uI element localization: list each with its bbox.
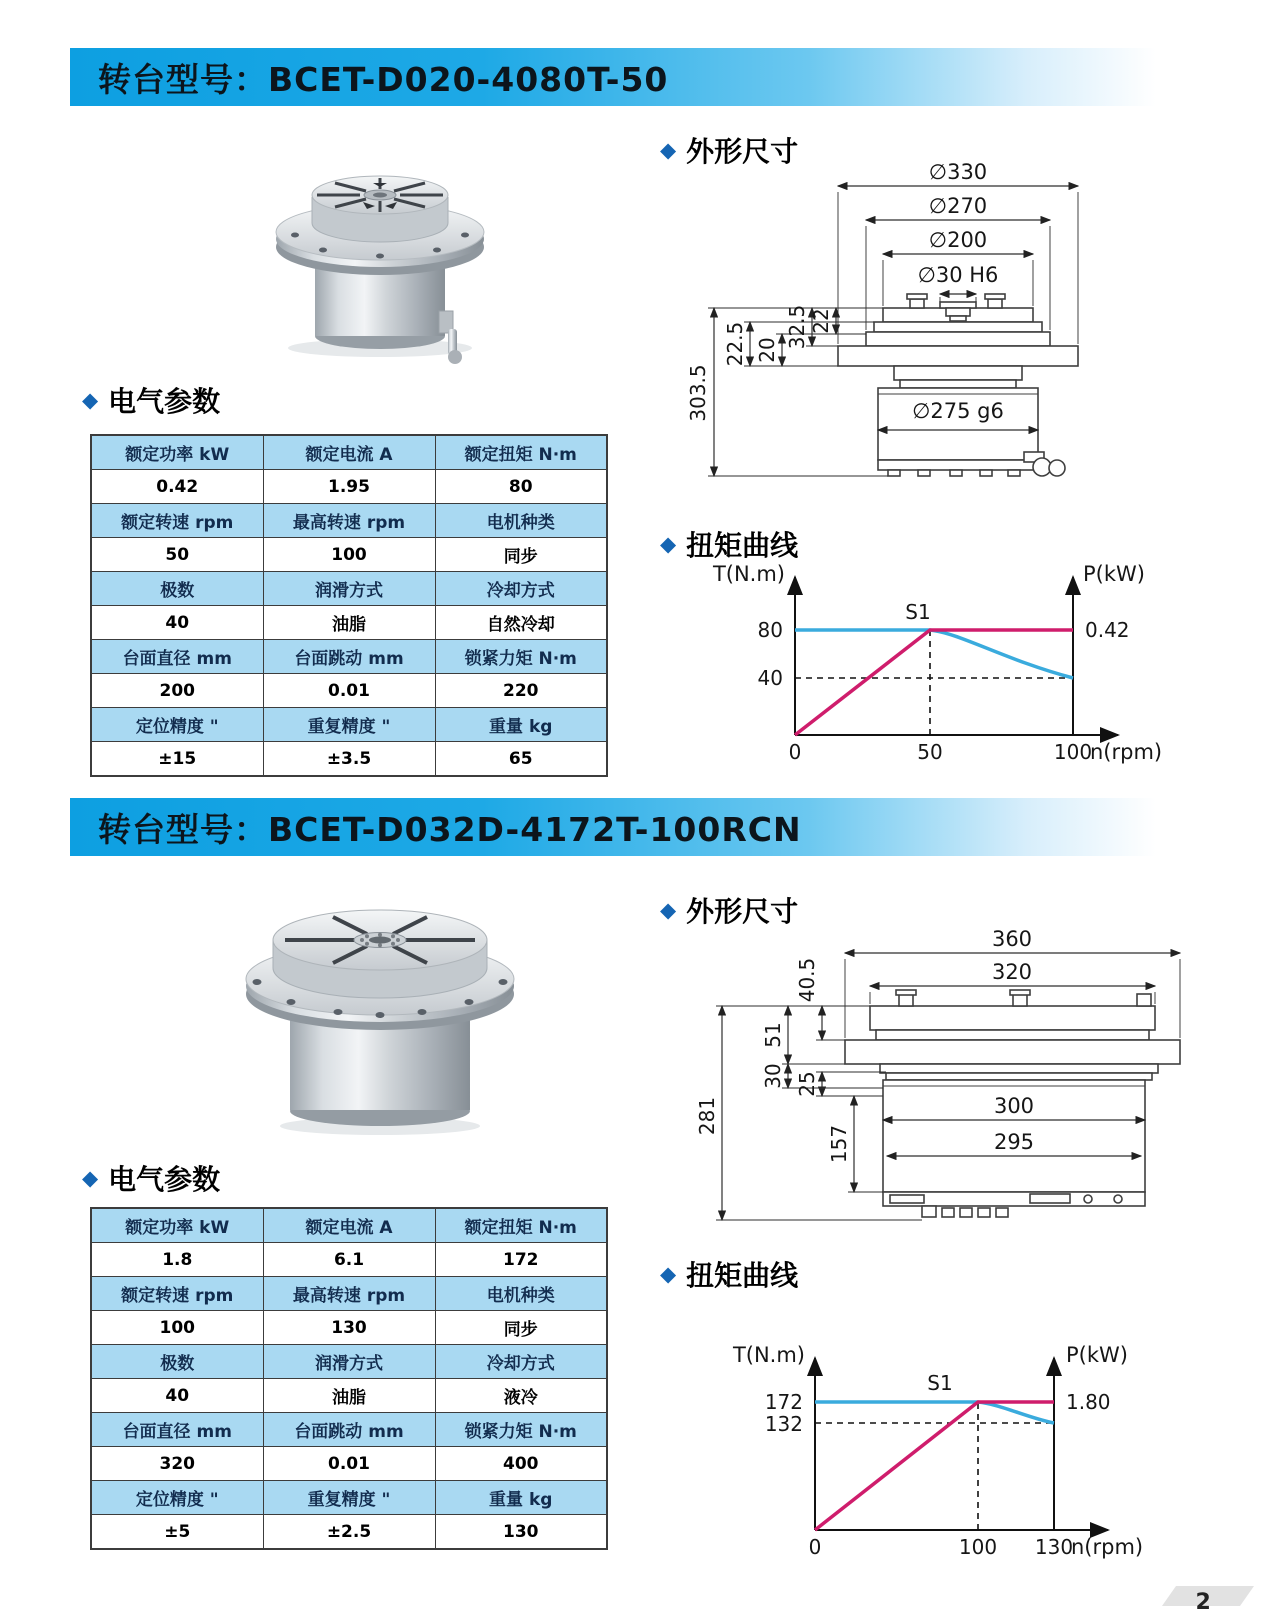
header-cell: 定位精度 " [91, 1481, 263, 1515]
x-tick-130: 130 [1034, 1535, 1074, 1559]
value-cell: 65 [435, 742, 607, 777]
outline-view-1 [838, 294, 1078, 476]
value-cell: ±5 [91, 1515, 263, 1550]
value-cell: 同步 [435, 1311, 607, 1345]
model-prefix-2: 转台型号： [98, 809, 268, 849]
header-cell: 额定扭矩 N·m [435, 1208, 607, 1243]
table-row [91, 572, 607, 606]
product-photo-1 [215, 135, 545, 375]
chart-guides-1 [795, 630, 1073, 735]
table-row [91, 1515, 607, 1550]
dim-label-30: 30 [761, 1063, 785, 1089]
dimension-drawing-1 [686, 158, 1216, 494]
table-row [91, 1311, 607, 1345]
table-row [91, 1379, 607, 1413]
header-cell: 额定电流 A [263, 1208, 435, 1243]
header-cell: 润滑方式 [263, 1345, 435, 1379]
table-row [91, 1413, 607, 1447]
header-cell: 重量 kg [435, 1481, 607, 1515]
diamond-icon: ◆ [660, 137, 677, 162]
value-cell: 320 [91, 1447, 263, 1481]
dim-label-295: 295 [993, 1130, 1035, 1154]
dim-label-22: 22 [809, 308, 833, 334]
value-cell: 0.01 [263, 1447, 435, 1481]
s1-annotation: S1 [905, 600, 931, 624]
torque-chart-2 [650, 1272, 1210, 1572]
value-cell: 130 [263, 1311, 435, 1345]
torque-chart-1 [650, 545, 1210, 780]
section-title-electrical-1 [82, 380, 220, 420]
value-cell: 50 [91, 538, 263, 572]
power-series-line [815, 1402, 1054, 1530]
header-cell: 最高转速 rpm [263, 1277, 435, 1311]
x-tick-0: 0 [808, 1535, 822, 1559]
section-title-label: 外形尺寸 [686, 135, 799, 168]
table-row [91, 435, 607, 470]
model-header-bar-2 [70, 798, 1156, 856]
left-tick-132: 132 [764, 1412, 803, 1436]
header-cell: 额定电流 A [263, 435, 435, 470]
dim-label-320: 320 [991, 960, 1033, 984]
dim-label-dia275: ∅275 g6 [912, 399, 1004, 423]
right-axis-label: P(kW) [1083, 562, 1145, 586]
header-cell: 极数 [91, 572, 263, 606]
dim-label-dia200: ∅200 [928, 228, 988, 252]
value-cell: 6.1 [263, 1243, 435, 1277]
dim-label-51: 51 [761, 1022, 785, 1048]
right-axis-label: P(kW) [1066, 1343, 1128, 1367]
header-cell: 最高转速 rpm [263, 504, 435, 538]
value-cell: 40 [91, 606, 263, 640]
value-cell: 220 [435, 674, 607, 708]
x-tick-50: 50 [917, 740, 943, 764]
diamond-icon: ◆ [660, 897, 677, 922]
dim-label-22-5: 22.5 [723, 321, 747, 367]
section-title-label: 外形尺寸 [686, 895, 799, 928]
header-cell: 润滑方式 [263, 572, 435, 606]
s1-annotation: S1 [927, 1371, 953, 1395]
value-cell: 100 [263, 538, 435, 572]
table-row [91, 1277, 607, 1311]
left-tick-172: 172 [764, 1390, 803, 1414]
value-cell: 130 [435, 1515, 607, 1550]
table-row [91, 606, 607, 640]
table-row [91, 640, 607, 674]
header-cell: 重复精度 " [263, 1481, 435, 1515]
diamond-icon: ◆ [82, 387, 99, 412]
value-cell: 172 [435, 1243, 607, 1277]
value-cell: 自然冷却 [435, 606, 607, 640]
model-prefix-1: 转台型号： [98, 59, 268, 99]
model-number-1: BCET-D020-4080T-50 [268, 59, 669, 99]
value-cell: 100 [91, 1311, 263, 1345]
torque-series-line [795, 630, 1073, 678]
dim-label-32-5: 32.5 [785, 304, 809, 350]
header-cell: 台面跳动 mm [263, 640, 435, 674]
header-cell: 重复精度 " [263, 708, 435, 742]
diamond-icon: ◆ [82, 1165, 99, 1190]
value-cell: 1.8 [91, 1243, 263, 1277]
table-row [91, 1447, 607, 1481]
table-row [91, 674, 607, 708]
product-photo-2 [195, 868, 565, 1153]
electrical-parameters-table-1 [90, 434, 608, 777]
chart-labels-1 [712, 562, 1162, 764]
header-cell: 定位精度 " [91, 708, 263, 742]
section-title-label: 扭矩曲线 [686, 529, 799, 562]
chart-guides-2 [815, 1402, 1054, 1530]
left-tick-40: 40 [757, 666, 783, 690]
header-cell: 冷却方式 [435, 1345, 607, 1379]
value-cell: 0.01 [263, 674, 435, 708]
dimension-drawing-2 [690, 928, 1215, 1248]
value-cell: 80 [435, 470, 607, 504]
right-tick-180: 1.80 [1066, 1390, 1111, 1414]
power-series-line [795, 630, 1073, 735]
value-cell: 油脂 [263, 1379, 435, 1413]
value-cell: 0.42 [91, 470, 263, 504]
model-title-1 [98, 54, 668, 101]
model-number-2: BCET-D032D-4172T-100RCN [268, 809, 802, 849]
header-cell: 额定功率 kW [91, 435, 263, 470]
section-title-label: 电气参数 [108, 1163, 221, 1196]
rotary-table-illustration-1 [276, 176, 484, 364]
table-row [91, 470, 607, 504]
torque-series-line [815, 1402, 1054, 1423]
diamond-icon: ◆ [660, 531, 677, 556]
table-row [91, 504, 607, 538]
header-cell: 额定扭矩 N·m [435, 435, 607, 470]
header-cell: 重量 kg [435, 708, 607, 742]
header-cell: 额定功率 kW [91, 1208, 263, 1243]
dim-label-20: 20 [755, 337, 779, 363]
dim-label-360: 360 [991, 927, 1033, 951]
left-axis-label: T(N.m) [732, 1343, 805, 1367]
value-cell: ±2.5 [263, 1515, 435, 1550]
dim-label-157: 157 [827, 1124, 851, 1164]
section-title-label: 扭矩曲线 [686, 1259, 799, 1292]
value-cell: 同步 [435, 538, 607, 572]
header-cell: 台面直径 mm [91, 640, 263, 674]
value-cell: 400 [435, 1447, 607, 1481]
page-number: 2 [1195, 1590, 1211, 1615]
header-cell: 锁紧力矩 N·m [435, 1413, 607, 1447]
section-title-dimensions-2 [660, 890, 798, 930]
dim-label-40-5: 40.5 [795, 957, 819, 1003]
x-axis-label: n(rpm) [1090, 740, 1163, 764]
table-row [91, 742, 607, 777]
value-cell: 1.95 [263, 470, 435, 504]
section-title-electrical-2 [82, 1158, 220, 1198]
table-row [91, 1208, 607, 1243]
right-tick-042: 0.42 [1085, 618, 1130, 642]
chart-axes-1 [795, 577, 1118, 735]
header-cell: 电机种类 [435, 504, 607, 538]
left-axis-label: T(N.m) [712, 562, 785, 586]
x-tick-100: 100 [1053, 740, 1093, 764]
dim-label-dia330: ∅330 [928, 160, 988, 184]
model-title-2 [98, 804, 802, 851]
header-cell: 极数 [91, 1345, 263, 1379]
table-row [91, 708, 607, 742]
x-tick-0: 0 [788, 740, 802, 764]
value-cell: 200 [91, 674, 263, 708]
header-cell: 电机种类 [435, 1277, 607, 1311]
dim-label-303-5: 303.5 [686, 364, 710, 422]
table-row [91, 1345, 607, 1379]
rotary-table-illustration-2 [246, 910, 514, 1135]
header-cell: 台面跳动 mm [263, 1413, 435, 1447]
table-row [91, 1481, 607, 1515]
left-tick-80: 80 [757, 618, 783, 642]
value-cell: 40 [91, 1379, 263, 1413]
x-tick-100: 100 [958, 1535, 998, 1559]
dim-label-dia30: ∅30 H6 [917, 263, 999, 287]
dim-label-25: 25 [795, 1071, 819, 1097]
dim-label-281: 281 [695, 1096, 719, 1136]
diamond-icon: ◆ [660, 1261, 677, 1286]
value-cell: 油脂 [263, 606, 435, 640]
dim-label-dia270: ∅270 [928, 194, 988, 218]
chart-labels-2 [732, 1343, 1143, 1559]
header-cell: 台面直径 mm [91, 1413, 263, 1447]
table-row [91, 1243, 607, 1277]
header-cell: 额定转速 rpm [91, 1277, 263, 1311]
value-cell: 液冷 [435, 1379, 607, 1413]
dim-label-300: 300 [993, 1094, 1035, 1118]
x-axis-label: n(rpm) [1071, 1535, 1144, 1559]
electrical-parameters-table-2 [90, 1207, 608, 1550]
table-row [91, 538, 607, 572]
value-cell: ±3.5 [263, 742, 435, 777]
chart-axes-2 [815, 1358, 1108, 1530]
header-cell: 冷却方式 [435, 572, 607, 606]
value-cell: ±15 [91, 742, 263, 777]
header-cell: 锁紧力矩 N·m [435, 640, 607, 674]
header-cell: 额定转速 rpm [91, 504, 263, 538]
page-corner-tab [1162, 1586, 1254, 1615]
section-title-label: 电气参数 [108, 385, 221, 418]
model-header-bar-1 [70, 48, 1156, 106]
